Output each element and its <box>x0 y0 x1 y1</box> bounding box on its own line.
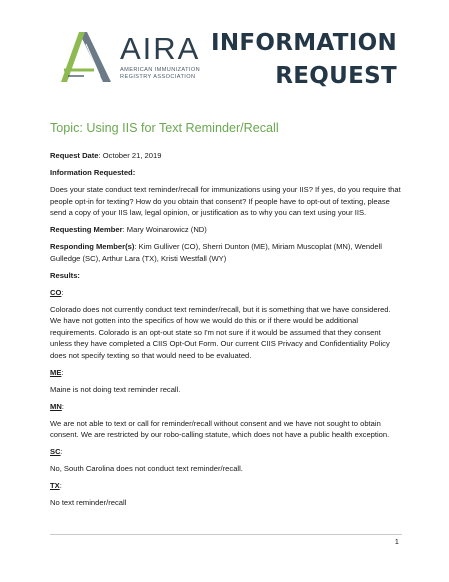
result-state-me: ME: <box>50 367 64 377</box>
document-body <box>50 150 402 514</box>
request-date-value: : October 21, 2019 <box>98 151 162 160</box>
aira-logo-mark-icon <box>56 30 116 86</box>
result-text-tx: No text reminder/recall <box>50 498 127 507</box>
result-state-co-code: CO <box>50 287 62 297</box>
result-text-mn: We are not able to text or call for reminder/recall without consent and we have not sought to obtain consent. We are restricted by our robo-calling statute, which does not have a public health exception. <box>50 418 390 439</box>
result-state-tx: TX: <box>50 481 62 490</box>
logo-subtitle <box>120 67 200 81</box>
information-requested-text: Does your state conduct text reminder/recall for immunizations using your IIS? If yes, do you require that people opt-in for texting? How do you obtain that consent? If people have to opt-out of texting, please send a copy of your IIS law, legal opinion, or justification as to why you can text using your IIS. <box>50 185 401 217</box>
responding-members-value: : Kim Gulliver (CO), Sherri Dunton (ME), Miriam Muscoplat (MN), Wendell Gulledge (SC), Arthur Lara (TX), Kristi Westfall (WY) <box>50 242 382 263</box>
requesting-member-label: Requesting Member <box>50 225 123 234</box>
request-date <box>50 150 402 162</box>
document-title <box>211 27 397 93</box>
responding-members-label: Responding Member(s) <box>50 242 135 251</box>
result-text-me: Maine is not doing text reminder recall. <box>50 384 181 394</box>
result-state-tx-code: TX <box>50 481 60 490</box>
result-state-co: CO: <box>50 287 64 297</box>
requesting-member-value: : Mary Woinarowicz (ND) <box>122 225 207 234</box>
result-text-sc: No, South Carolina does not conduct text reminder/recall. <box>50 464 243 473</box>
results-label: Results: <box>50 270 80 280</box>
document-title-line-2: REQUEST <box>275 63 397 89</box>
responding-members <box>50 241 402 264</box>
result-state-mn: MN: <box>50 401 64 411</box>
aira-logo <box>56 30 206 86</box>
topic-heading: Topic: Using IIS for Text Reminder/Recall <box>50 121 279 135</box>
result-state-me-code: ME <box>50 367 62 377</box>
logo-wordmark: AIRA <box>120 31 201 66</box>
result-text-co: Colorado does not currently conduct text reminder/recall, but it is something that we have considered. We have not gotten into the specifics of how we would do this or if there would be additional requirements. Colorado is an opt-out state so I'm not sure if it would be assumed that they consent unless they have completed a CIIS Opt-Out Form. Our current CIIS Privacy and Confidentiality Policy does not specify texting so that would need to be evaluated. <box>50 304 391 360</box>
request-date-label: Request Date <box>50 151 99 160</box>
requesting-member <box>50 224 402 236</box>
result-state-sc: SC: <box>50 447 63 456</box>
logo-subtitle-line-2: REGISTRY ASSOCIATION <box>120 74 196 80</box>
result-state-mn-code: MN <box>50 401 62 411</box>
information-requested-label: Information Requested: <box>50 168 136 177</box>
document-title-line-1: INFORMATION <box>210 30 397 56</box>
logo-subtitle-line-1: AMERICAN IMMUNIZATION <box>120 67 201 73</box>
result-state-sc-code: SC <box>50 447 61 456</box>
footer-divider <box>50 534 402 535</box>
page-number: 1 <box>394 537 399 546</box>
